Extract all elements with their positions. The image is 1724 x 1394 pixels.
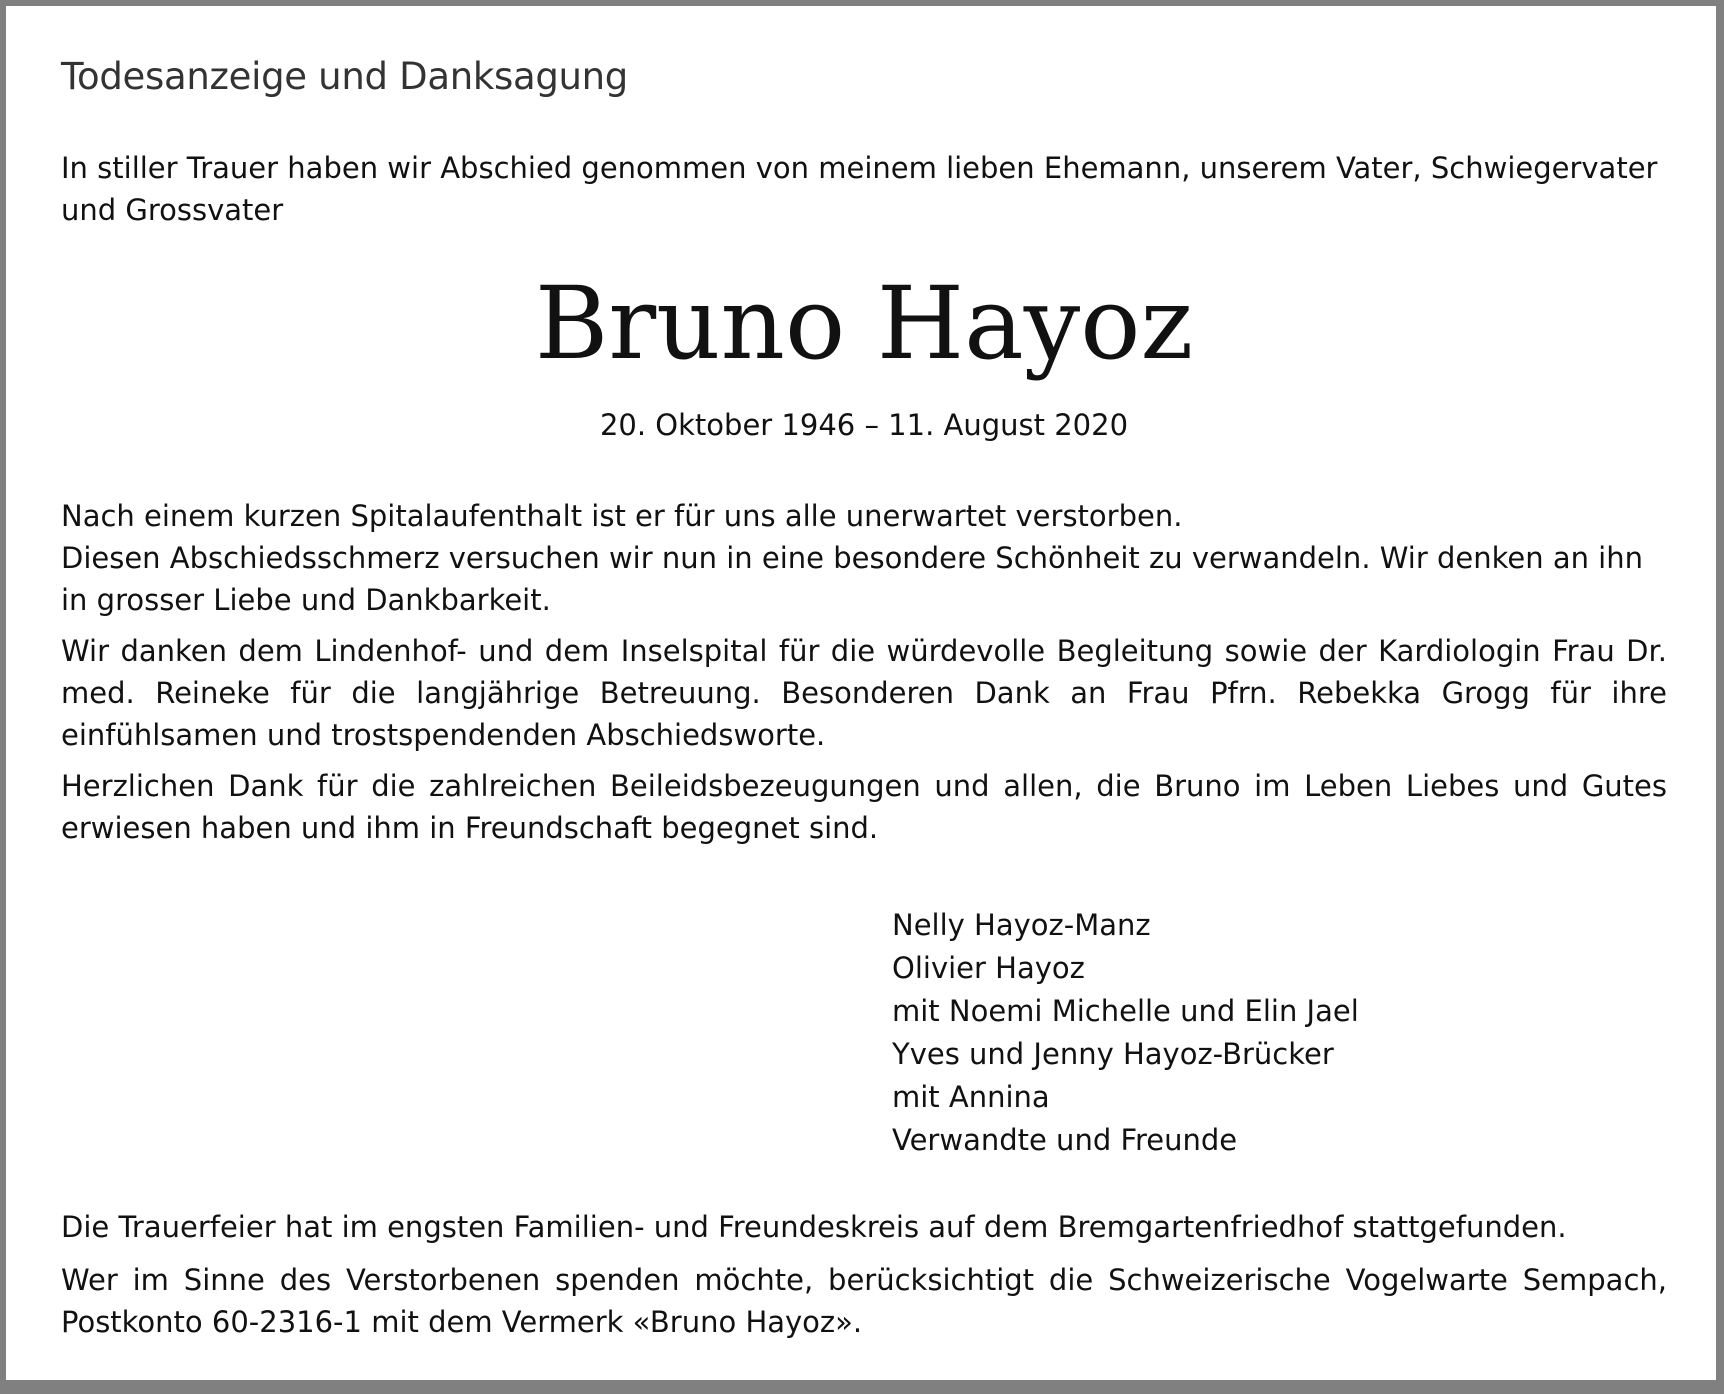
signer-line: mit Annina <box>892 1080 1050 1114</box>
notice-heading: Todesanzeige und Danksagung <box>61 55 628 98</box>
funeral-info: Die Trauerfeier hat im engsten Familien- und Freundeskreis auf dem Bremgartenfriedhof stattgefunden. <box>61 1210 1567 1244</box>
paragraph-passing-line2: Diesen Abschiedsschmerz versuchen wir nun in eine besondere Schönheit zu verwandeln. Wir denken an ihn in grosser Liebe und Dankbarkeit. <box>61 541 1644 617</box>
signer-line: Yves und Jenny Hayoz-Brücker <box>892 1037 1334 1071</box>
donation-info: Wer im Sinne des Verstorbenen spenden möchte, berücksichtigt die Schweizerische Vogelwarte Sempach, Postkonto 60-2316-1 mit dem Vermerk «Bruno Hayoz». <box>61 1263 1667 1339</box>
signer-line: Olivier Hayoz <box>892 951 1085 985</box>
paragraph-passing <box>61 495 1667 621</box>
signer-line: Verwandte und Freunde <box>892 1123 1238 1157</box>
obituary-page <box>6 6 1716 1380</box>
signer-line: mit Noemi Michelle und Elin Jael <box>892 994 1359 1028</box>
signer-line: Nelly Hayoz-Manz <box>892 908 1151 942</box>
signers-list <box>892 904 1359 1162</box>
footer-paragraphs <box>61 1206 1667 1354</box>
paragraph-passing-line1: Nach einem kurzen Spitalaufenthalt ist er für uns alle unerwartet verstorben. <box>61 499 1183 533</box>
paragraph-thanks-condolences: Herzlichen Dank für die zahlreichen Beileidsbezeugungen und allen, die Bruno im Leben Liebes und Gutes erwiesen haben und ihm in Freundschaft begegnet sind. <box>61 769 1667 845</box>
life-dates: 20. Oktober 1946 – 11. August 2020 <box>599 408 1129 442</box>
deceased-name: Bruno Hayoz <box>534 265 1194 382</box>
body-paragraphs <box>61 495 1667 858</box>
intro-text: In stiller Trauer haben wir Abschied genommen von meinem lieben Ehemann, unserem Vater, Schwiegervater und Grossvater <box>61 151 1658 227</box>
paragraph-thanks-care: Wir danken dem Lindenhof- und dem Inselspital für die würdevolle Begleitung sowie der Kardiologin Frau Dr. med. Reineke für die langjährige Betreuung. Besonderen Dank an Frau Pfrn. Rebekka Grogg für ihre einfühlsamen und trostspendenden Abschiedsworte. <box>61 634 1667 752</box>
